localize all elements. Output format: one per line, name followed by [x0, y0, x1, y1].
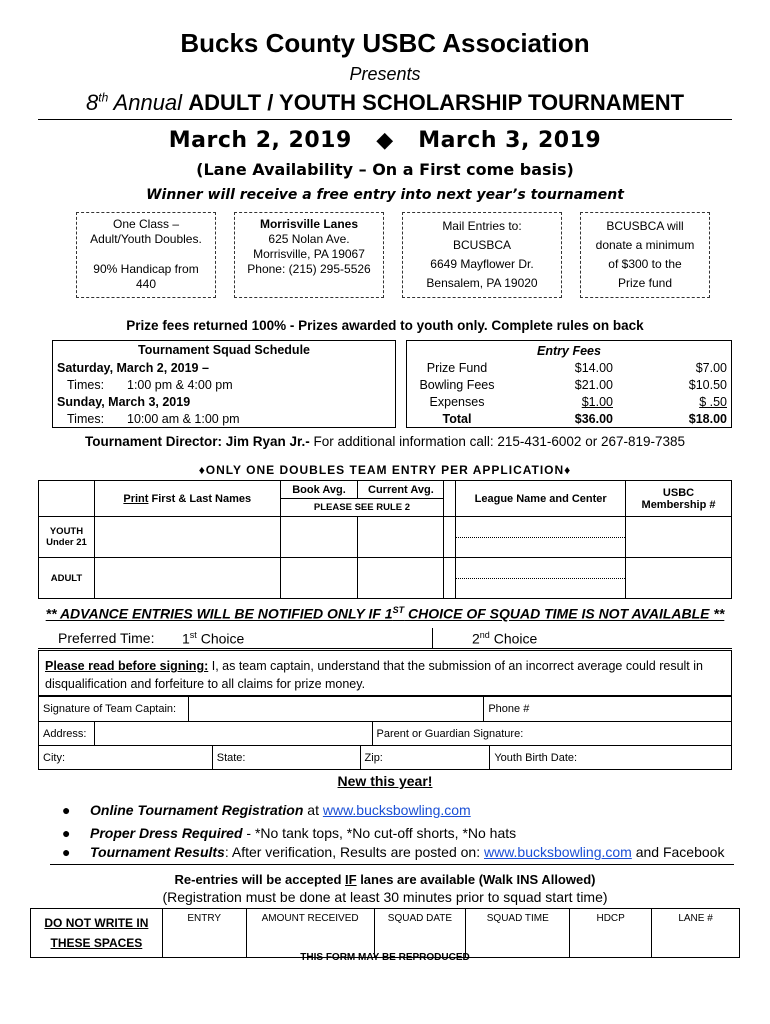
- ordinal-suffix: th: [98, 90, 109, 105]
- entry-cell: ENTRY: [162, 909, 246, 958]
- squad-schedule-title: Tournament Squad Schedule: [137, 343, 310, 357]
- registration-note: (Registration must be done at least 30 minutes prior to squad start time): [162, 889, 608, 905]
- captain-info-table: [38, 696, 732, 722]
- signing-notice-title: Please read before signing:: [45, 659, 209, 673]
- office-label-line: THESE SPACES: [50, 936, 143, 950]
- names-header: [94, 481, 280, 517]
- preferred-time-row: [38, 628, 732, 649]
- reproduce-note: THIS FORM MAY BE REPRODUCED: [300, 952, 470, 963]
- second-choice-field[interactable]: [472, 630, 537, 647]
- reentry-note: [0, 872, 770, 887]
- donate-info-box: [580, 212, 710, 298]
- bucksbowling-link[interactable]: www.bucksbowling.com: [483, 844, 632, 860]
- entry-fees-title: Entry Fees: [537, 344, 601, 358]
- league-header: League Name and Center: [456, 481, 626, 517]
- zip-label: Zip:: [364, 751, 383, 764]
- mail-info-box: [402, 212, 562, 298]
- fee-single: $18.00: [688, 412, 727, 426]
- fee-single: $10.50: [688, 378, 727, 392]
- youth-age-label: Under 21: [46, 537, 87, 548]
- prize-fees-note: Prize fees returned 100% - Prizes awarded to youth only. Complete rules on back: [126, 318, 644, 333]
- fee-single: $7.00: [695, 361, 727, 375]
- phone-field[interactable]: [484, 697, 732, 722]
- address-field[interactable]: [94, 722, 372, 746]
- address-table: [38, 721, 732, 746]
- reentry-text: lanes are available (Walk INS Allowed): [356, 872, 596, 887]
- signing-notice: [38, 650, 732, 696]
- state-label: State:: [216, 751, 246, 764]
- guardian-signature-field[interactable]: [372, 722, 732, 746]
- saturday-date: Saturday, March 2, 2019: [57, 361, 199, 375]
- bullet-results: [62, 844, 725, 860]
- current-avg-header: Current Avg.: [358, 481, 444, 499]
- lanes-phone: Phone: (215) 295-5526: [247, 262, 371, 276]
- class-line: One Class –: [112, 217, 180, 231]
- bullet-online-registration: [62, 802, 471, 818]
- squad-date-cell: SQUAD DATE: [374, 909, 466, 958]
- print-word: Print: [123, 492, 149, 505]
- advance-text: ** ADVANCE ENTRIES WILL BE NOTIFIED ONLY IF 1: [45, 605, 393, 622]
- sunday-times: 10:00 am & 1:00 pm: [127, 412, 240, 426]
- mail-title: Mail Entries to:: [442, 219, 522, 233]
- handicap-line: 440: [135, 277, 157, 291]
- advance-sup: ST: [392, 605, 405, 615]
- annual-text: Annual: [113, 90, 183, 115]
- membership-label: Membership #: [641, 498, 716, 511]
- presents-text: Presents: [349, 64, 421, 84]
- captain-signature-field[interactable]: [188, 697, 484, 722]
- date-sunday: March 3, 2019: [418, 128, 602, 153]
- mail-line: 6649 Mayflower Dr.: [430, 257, 534, 271]
- saturday-label: [57, 361, 209, 375]
- mail-line: BCUSBCA: [452, 238, 511, 252]
- saturday-dash: –: [198, 361, 209, 375]
- bullet-text: - *No tank tops, *No cut-off shorts, *No hats: [242, 825, 517, 841]
- first-choice-text: Choice: [196, 630, 245, 647]
- donate-line: BCUSBCA will: [606, 219, 684, 233]
- lane-cell: LANE #: [652, 909, 740, 958]
- phone-label: Phone #: [488, 703, 530, 715]
- youth-current-avg-field[interactable]: [358, 517, 444, 558]
- spacer-cell: [444, 558, 456, 599]
- adult-current-avg-field[interactable]: [358, 558, 444, 599]
- youth-league-field[interactable]: [456, 517, 626, 558]
- bullets-divider: [50, 864, 734, 865]
- bullet-title: Proper Dress Required: [90, 825, 243, 841]
- see-rule-note: PLEASE SEE RULE 2: [280, 499, 444, 517]
- lane-availability-note: (Lane Availability – On a First come basis): [196, 160, 574, 179]
- bullet-title: Tournament Results: [90, 844, 225, 860]
- bullet-icon: ●: [62, 844, 71, 860]
- do-not-write-label: [31, 909, 163, 958]
- lanes-info-box: [234, 212, 384, 298]
- reentry-if: IF: [345, 872, 357, 887]
- signing-notice-text: I, as team captain, understand that the submission of an incorrect average could result in disqualification and forfeiture to all claims for prize money.: [45, 659, 703, 691]
- adult-usbc-field[interactable]: [626, 558, 732, 599]
- usbc-label: USBC: [662, 486, 695, 499]
- director-contact: For additional information call: 215-431-6002 or 267-819-7385: [309, 434, 686, 449]
- handicap-line: 90% Handicap from: [93, 262, 199, 276]
- fee-label: Prize Fund: [426, 361, 488, 375]
- fee-label: Expenses: [429, 395, 485, 409]
- bullet-icon: ●: [62, 825, 71, 841]
- city-label: City:: [43, 751, 65, 764]
- fee-doubles: $1.00: [581, 395, 613, 409]
- squad-schedule-box: [52, 340, 396, 428]
- adult-name-field[interactable]: [94, 558, 280, 599]
- bullet-text: at: [303, 802, 323, 818]
- captain-signature-label: Signature of Team Captain:: [39, 697, 189, 722]
- zip-field[interactable]: [360, 746, 490, 770]
- tournament-director: [0, 434, 770, 449]
- usbc-header: [626, 481, 732, 517]
- page-title: Bucks County USBC Association: [180, 28, 590, 58]
- tournament-title: [40, 90, 730, 116]
- preferred-time-label: Preferred Time:: [58, 630, 155, 646]
- fee-doubles: $21.00: [574, 378, 613, 392]
- office-label-line: DO NOT WRITE IN: [44, 916, 149, 930]
- winner-note: Winner will receive a free entry into next year’s tournament: [146, 187, 624, 203]
- second-choice-text: Choice: [489, 630, 538, 647]
- adult-row-label: ADULT: [39, 558, 95, 599]
- one-entry-note: ♦ONLY ONE DOUBLES TEAM ENTRY PER APPLICATION♦: [198, 463, 572, 477]
- state-field[interactable]: [212, 746, 360, 770]
- fee-doubles: $14.00: [574, 361, 613, 375]
- bullet-icon: ●: [62, 802, 71, 818]
- fee-doubles: $36.00: [574, 412, 613, 426]
- sunday-times-label: Times:: [67, 412, 105, 426]
- birth-date-field[interactable]: [490, 746, 732, 770]
- book-avg-header: Book Avg.: [280, 481, 358, 499]
- new-this-year-heading: New this year!: [337, 773, 433, 789]
- city-table: [38, 745, 732, 770]
- birth-date-label: Youth Birth Date:: [494, 751, 578, 764]
- bullet-dress-code: [62, 825, 517, 841]
- youth-row-label: [39, 517, 95, 558]
- youth-book-avg-field[interactable]: [280, 517, 358, 558]
- youth-label: YOUTH: [49, 526, 84, 537]
- sunday-label: Sunday, March 3, 2019: [57, 395, 191, 409]
- saturday-times: 1:00 pm & 4:00 pm: [127, 378, 233, 392]
- squad-time-cell: SQUAD TIME: [466, 909, 570, 958]
- fee-label: Total: [442, 412, 472, 426]
- donate-line: Prize fund: [617, 276, 673, 290]
- lanes-address: Morrisville, PA 19067: [253, 247, 365, 261]
- class-line: Adult/Youth Doubles.: [90, 232, 202, 246]
- entry-table: [38, 480, 732, 599]
- bullet-text: and Facebook: [631, 844, 725, 860]
- names-header-text: First & Last Names: [148, 492, 252, 505]
- spacer-cell: [444, 517, 456, 558]
- guardian-signature-label: Parent or Guardian Signature:: [376, 727, 524, 740]
- first-choice-num: 1: [182, 630, 190, 647]
- city-field[interactable]: [39, 746, 213, 770]
- first-choice-sup: st: [189, 630, 197, 640]
- tournament-name: ADULT / YOUTH SCHOLARSHIP TOURNAMENT: [188, 90, 685, 115]
- tournament-dates: [0, 128, 770, 153]
- blank-header-cell: [39, 481, 95, 517]
- reentry-text: Re-entries will be accepted: [174, 872, 346, 887]
- bucksbowling-link[interactable]: www.bucksbowling.com: [322, 802, 471, 818]
- bullet-title: Online Tournament Registration: [90, 802, 304, 818]
- bullet-text: : After verification, Results are posted on:: [224, 844, 484, 860]
- diamond-icon: ◆: [376, 128, 394, 153]
- director-name: Tournament Director: Jim Ryan Jr.-: [84, 434, 310, 449]
- saturday-times-label: Times:: [67, 378, 105, 392]
- class-info-box: [76, 212, 216, 298]
- date-saturday: March 2, 2019: [168, 128, 352, 153]
- adult-league-field[interactable]: [456, 558, 626, 599]
- youth-usbc-field[interactable]: [626, 517, 732, 558]
- entry-fees-box: [406, 340, 732, 428]
- second-choice-sup: nd: [479, 630, 490, 640]
- lanes-address: 625 Nolan Ave.: [268, 232, 350, 246]
- spacer-cell: [444, 481, 456, 517]
- header-divider: [38, 119, 732, 120]
- first-choice-field[interactable]: [182, 630, 244, 647]
- mail-line: Bensalem, PA 19020: [426, 276, 538, 290]
- donate-line: donate a minimum: [595, 238, 695, 252]
- second-choice-num: 2: [472, 630, 480, 647]
- fee-single: $ .50: [699, 395, 727, 409]
- advance-entries-note: [0, 605, 770, 622]
- adult-book-avg-field[interactable]: [280, 558, 358, 599]
- amount-received-cell: AMOUNT RECEIVED: [246, 909, 374, 958]
- ordinal-number: 8: [85, 90, 99, 115]
- address-label: Address:: [39, 722, 95, 746]
- office-use-table: [30, 908, 740, 958]
- donate-line: of $300 to the: [608, 257, 682, 271]
- youth-name-field[interactable]: [94, 517, 280, 558]
- lanes-name: Morrisville Lanes: [259, 217, 359, 231]
- advance-text: CHOICE OF SQUAD TIME IS NOT AVAILABLE **: [404, 605, 725, 622]
- hdcp-cell: HDCP: [570, 909, 652, 958]
- fee-label: Bowling Fees: [419, 378, 495, 392]
